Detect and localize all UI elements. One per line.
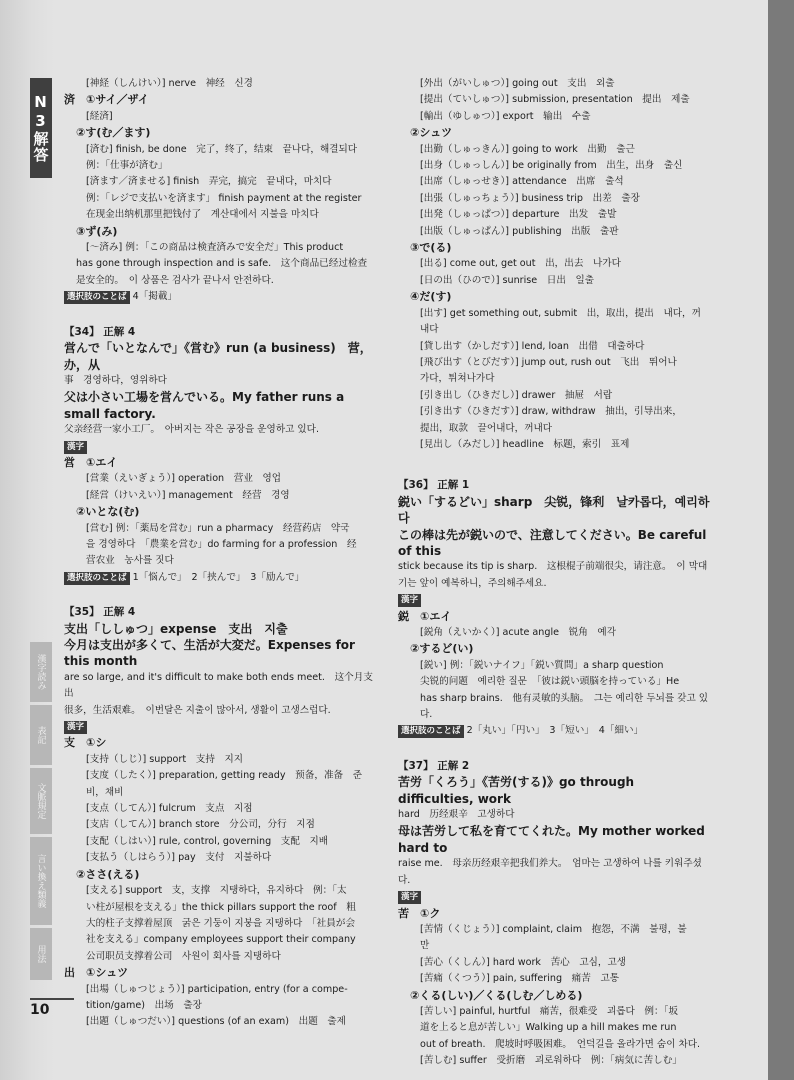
definition-line: hard 历经艰辛 고생하다 [398, 809, 515, 821]
headword: 苦労「くろう」《苦労(する)》go through difficulties, work [398, 775, 635, 806]
example-line: 是安全的。 이 상품은 검사가 끝나서 안전하다. [76, 274, 274, 286]
example-line: 社を支える」company employees support their company [86, 934, 356, 946]
example-line: 公司职员支撑着公司 사원이 회사를 지탱하다 [86, 950, 281, 962]
example-line: 尖锐的问题 예리한 질문 「彼は鋭い頭脳を持っている」He [420, 676, 680, 688]
page-number: 10 [30, 998, 74, 1018]
choices-text: 1「悩んで」 2「挟んで」 3「励んで」 [132, 571, 305, 583]
vocab-line: [出発（しゅっぱつ）] departure 出发 출발 [420, 209, 617, 221]
reading-heading: ③で(る) [410, 241, 452, 255]
choices-text: 2「丸い」「円い」 3「短い」 4「細い」 [466, 725, 644, 737]
vocab-line: [支配（しはい）] rule, control, governing 支配 지배 [86, 835, 329, 847]
vocab-line: [支度（したく）] preparation, getting ready 预备，准备 준 [86, 770, 362, 782]
reading-heading: ④だ(す) [410, 290, 452, 304]
vocab-line: [支える] support 支，支撑 지탱하다，유지하다 例：「太 [86, 885, 347, 897]
vocab-line: [済む] finish, be done 完了，终了，结束 끝나다，해결되다 [86, 143, 358, 155]
reading-heading: ②す(む／ます) [76, 126, 151, 140]
vocab-line: [支払う（しはらう）] pay 支付 지불하다 [86, 852, 272, 864]
reading-heading: ③ず(み) [76, 224, 118, 238]
section-nav [30, 642, 52, 983]
choices-line [64, 570, 374, 586]
vocab-line: [提出（ていしゅつ）] submission, presentation 提出 제출 [420, 94, 690, 106]
vocab-line: [営む] 例：「薬局を営む」run a pharmacy 经营药店 약국 [86, 522, 350, 534]
choices-line [398, 723, 710, 739]
example-line: 道を上ると息が苦しい」Walking up a hill makes me run [420, 1022, 677, 1034]
vocab-line: [出席（しゅっせき）] attendance 出席 출석 [420, 176, 624, 188]
kanji-heading: 支 ①シ [64, 736, 107, 750]
vocab-line: [出す] get something out, submit 出，取出，提出 내다，꺼 [420, 307, 701, 319]
vocab-line: [貸し出す（かしだす）] lend, loan 出借 대출하다 [420, 340, 645, 352]
nav-tab-paraphrase[interactable]: 言い換え類義 [30, 837, 52, 925]
vocab-line: [出版（しゅっぱん）] publishing 出版 출판 [420, 225, 619, 237]
nav-tab-usage[interactable]: 用法 [30, 928, 52, 980]
example-sentence: 今月は支出が多くて、生活が大変だ。Expenses for this month [64, 638, 355, 669]
headword: 支出「ししゅつ」expense 支出 지출 [64, 621, 288, 636]
reading-heading: ②ささ(える) [76, 867, 140, 881]
vocab-line: [経営（けいえい）] management 经营 경영 [86, 489, 290, 501]
vocab-line: [見出し（みだし）] headline 标题，索引 표제 [420, 438, 630, 450]
vocab-line: [輸出（ゆしゅつ）] export 输出 수출 [420, 110, 591, 122]
vocab-line: 만 [420, 940, 430, 952]
answer-heading-36: 【36】 正解 1 [398, 479, 470, 492]
example-line: out of breath. 爬坡时呼吸困难。 언덕길을 올라가면 숨이 차다. [420, 1038, 701, 1050]
kanji-label: 漢字 [64, 441, 87, 454]
vocab-line: [出る] come out, get out 出，出去 나가다 [420, 258, 621, 270]
vocab-line: 가다，튀쳐나가다 [420, 373, 495, 385]
kanji-label: 漢字 [398, 891, 421, 904]
example-line: has sharp brains. 他有灵敏的头脑。 그는 예리한 두뇌를 갖고 있다. [420, 692, 709, 721]
reading-heading: ②シュツ [410, 126, 453, 140]
vocab-line: [出身（しゅっしん）] be originally from 出生，出身 출신 [420, 160, 683, 172]
vocab-line: [苦心（くしん）] hard work 苦心 고심，고생 [420, 956, 627, 968]
vocab-line: [出場（しゅつじょう）] participation, entry (for a compe- [86, 983, 348, 995]
vocab-line: [出張（しゅっちょう）] business trip 出差 출장 [420, 192, 640, 204]
vocab-line: [引き出し（ひきだし）] drawer 抽屉 서랍 [420, 389, 613, 401]
example-sentence: 母は苦労して私を育ててくれた。My mother worked hard to [398, 824, 705, 855]
example-line: 을 경영하다 「農業を営む」do farming for a profession 经 [86, 538, 357, 550]
vocab-line: [支店（してん）] branch store 分公司，分行 지점 [86, 819, 315, 831]
vocab-line: [済ます／済ませる] finish 弄完，搞完 끝내다，마치다 [86, 176, 332, 188]
vocab-line: [飛び出す（とびだす）] jump out, rush out 飞出 뛰어나 [420, 356, 677, 368]
choices-label: 選択肢のことば [64, 572, 130, 585]
translation-line: 很多，生活艰难。 이번달은 지출이 많아서, 생활이 고생스럽다. [64, 704, 331, 716]
vocab-line: [外出（がいしゅつ）] going out 支出 외출 [420, 78, 615, 89]
example-line: 大的柱子支撑着屋顶 굵은 기둥이 지붕을 지탱하다 「社員が会 [86, 917, 356, 929]
answer-heading-35: 【35】 正解 4 [64, 606, 136, 619]
choices-line [64, 289, 374, 305]
kanji-heading: 済 ①サイ／ザイ [64, 93, 149, 107]
vocab-line: 내다 [420, 324, 439, 336]
vocab-line: [苦情（くじょう）] complaint, claim 抱怨，不满 불평，불 [420, 923, 687, 935]
translation-line: 기는 앞이 예복하니，주의해주세요. [398, 577, 547, 589]
vocab-line: [鋭い] 例：「鋭いナイフ」「鋭い質問」a sharp question [420, 659, 664, 671]
vocab-line: [引き出す（ひきだす）] draw, withdraw 抽出，引导出来， [420, 406, 682, 418]
kanji-heading: 鋭 ①エイ [398, 609, 452, 623]
reading-heading: ②するど(い) [410, 642, 474, 656]
kanji-heading: 苦 ①ク [398, 906, 441, 920]
kanji-label: 漢字 [64, 721, 87, 734]
example-line: 例：「仕事が済む」 [86, 160, 168, 172]
vocab-line: [苦しい] painful, hurtful 痛苦，很难受 괴롭다 例：「坂 [420, 1005, 678, 1017]
vocab-line: [支点（してん）] fulcrum 支点 지점 [86, 803, 253, 815]
vocab-line: [経済] [86, 110, 113, 122]
vocab-line: [苦痛（くつう）] pain, suffering 痛苦 고통 [420, 973, 619, 985]
vocab-line: [出題（しゅつだい）] questions (of an exam) 出题 출제 [86, 1016, 346, 1028]
translation-line: stick because its tip is sharp. 这根棍子前端很尖，请注意。 이 막대 [398, 561, 708, 573]
choices-text: 4「掲載」 [132, 291, 178, 303]
example-line: い柱が屋根を支える」the thick pillars support the roof 粗 [86, 901, 356, 913]
reading-heading: ②くる(しい)／くる(しむ／しめる) [410, 988, 583, 1002]
vocab-line: [苦しむ] suffer 受折磨 괴로워하다 例：「病気に苦しむ」 [420, 1055, 682, 1067]
vocab-line: tition/game) 出场 출장 [86, 999, 202, 1011]
answer-heading-34: 【34】 正解 4 [64, 325, 136, 338]
left-column [64, 76, 374, 1031]
translation-line: raise me. 母亲历经艰辛把我们养大。 엄마는 고생하여 나를 키워주셨다. [398, 858, 702, 886]
vocab-line: 비，채비 [86, 786, 124, 798]
headword: 営んで「いとなんで」《営む》run (a business) 营，办，从 [64, 341, 372, 372]
vocab-line: [鋭角（えいかく）] acute angle 锐角 예각 [420, 627, 616, 638]
example-line: has gone through inspection and is safe. 这个商品已经过检查 [76, 258, 368, 270]
example-line: 营农业 농사를 짓다 [86, 555, 174, 567]
vocab-line: [〜済み] 例：「この商品は検査済みで安全だ」This product [86, 242, 344, 254]
example-line: 例：「レジで支払いを済ます」 finish payment at the register [86, 192, 362, 204]
vocab-line: 提出，取款 끌어내다，꺼내다 [420, 422, 553, 434]
vocab-line: [支持（しじ）] support 支持 지지 [86, 753, 244, 765]
nav-tab-kanji-reading[interactable]: 漢字読み [30, 642, 52, 702]
example-sentence: この棒は先が鋭いので、注意してください。Be careful of this [398, 527, 707, 558]
example-sentence: 父は小さい工場を営んでいる。My father runs a small factory. [64, 390, 345, 421]
kanji-heading: 出 ①シュツ [64, 966, 129, 980]
choices-label: 選択肢のことば [64, 291, 130, 304]
headword: 鋭い「するどい」sharp 尖锐，锋利 날카롭다，예리하다 [398, 494, 710, 526]
answer-heading-37: 【37】 正解 2 [398, 759, 470, 772]
vocab-line: [神経（しんけい）] nerve 神经 신경 [86, 78, 253, 89]
translation-line: are so large, and it's difficult to make both ends meet. 这个月支出 [64, 671, 373, 700]
nav-tab-context[interactable]: 文脈規定 [30, 768, 52, 834]
vocab-line: [日の出（ひので）] sunrise 日出 일출 [420, 274, 595, 286]
reading-heading: ②いとな(む) [76, 505, 140, 519]
right-column [398, 76, 710, 1070]
vocab-line: [出勤（しゅっきん）] going to work 出勤 출근 [420, 143, 635, 155]
nav-tab-notation[interactable]: 表記 [30, 705, 52, 765]
kanji-heading: 営 ①エイ [64, 455, 118, 469]
choices-label: 選択肢のことば [398, 725, 464, 738]
example-line: 在现金出纳机那里把钱付了 계산대에서 지불을 마치다 [86, 209, 319, 221]
vocab-line: [営業（えいぎょう）] operation 营业 영업 [86, 473, 282, 485]
kanji-label: 漢字 [398, 594, 421, 607]
translation-line: 父亲经营一家小工厂。 아버지는 작은 공장을 운영하고 있다. [64, 424, 319, 436]
level-tab: N3解答 [30, 78, 52, 178]
definition-line: 事 경영하다，영위하다 [64, 374, 167, 386]
